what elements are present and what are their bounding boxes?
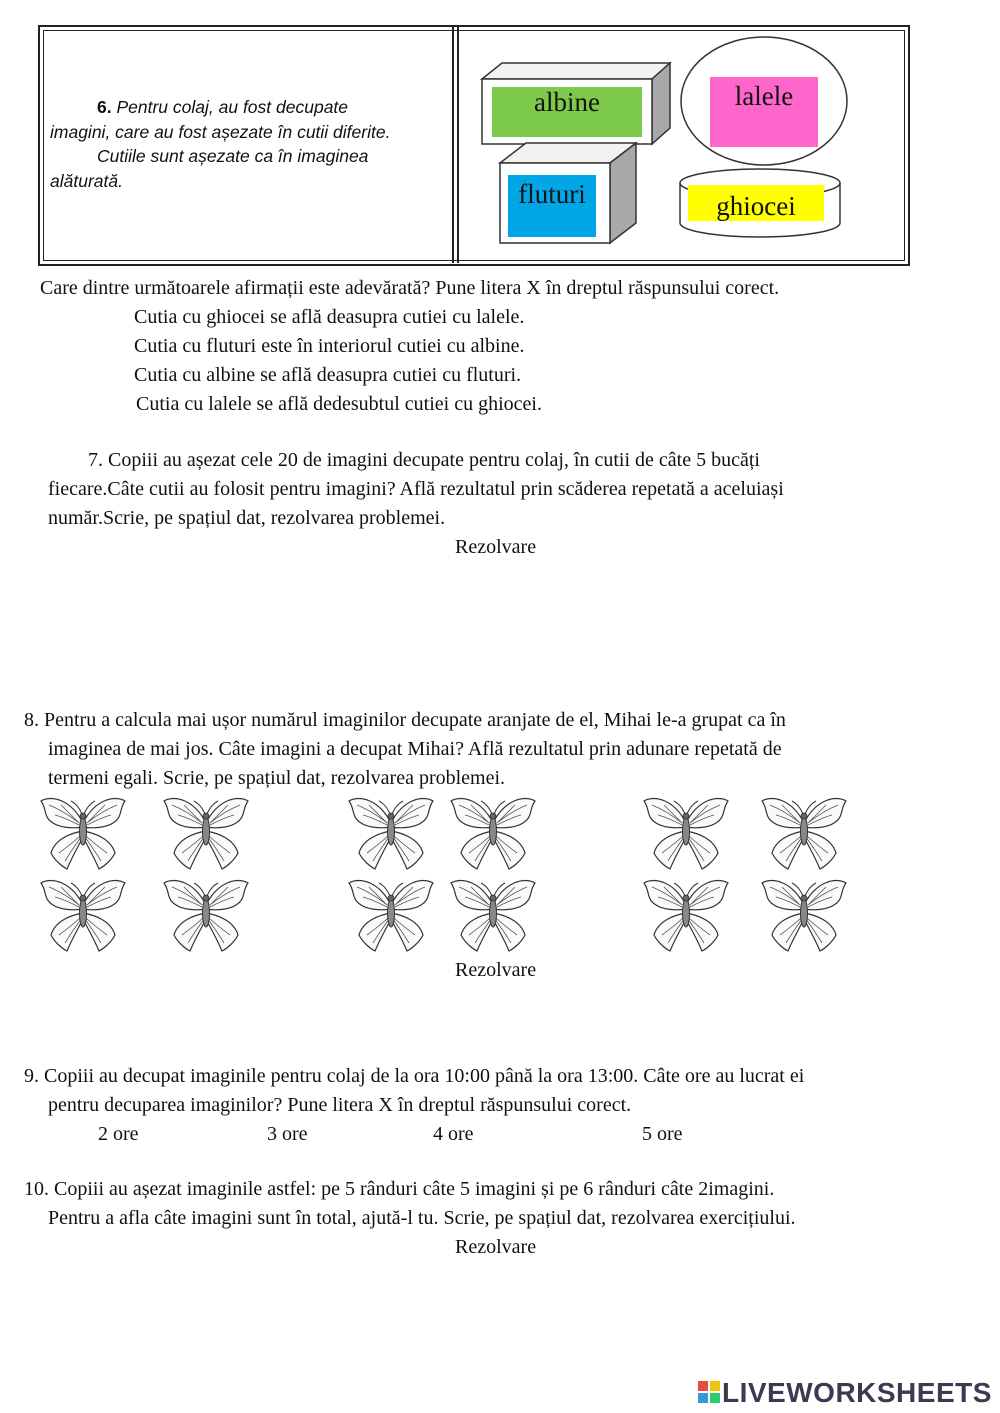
question7-line-3: număr.Scrie, pe spațiul dat, rezolvarea problemei. (48, 507, 446, 529)
question7-answer-area[interactable] (48, 565, 928, 685)
question6-option-3[interactable]: Cutia cu albine se află deasupra cutiei cu fluturi. (134, 364, 522, 386)
question6-prompt: Care dintre următoarele afirmații este adevărată? Pune litera X în dreptul răspunsului corect. (40, 277, 780, 299)
question10-answer-area[interactable] (48, 1265, 928, 1365)
question9-line-1: 9. Copiii au decupat imaginile pentru colaj de la ora 10:00 până la ora 13:00. Câte ore au lucrat ei (24, 1065, 805, 1087)
question8-line-1: 8. Pentru a calcula mai ușor numărul imaginilor decupate aranjate de el, Mihai le-a grupat ca în (24, 709, 786, 731)
butterfly-image (447, 793, 539, 871)
question8-answer-area[interactable] (48, 988, 928, 1058)
question10-line-2: Pentru a afla câte imagini sunt în total, ajută-l tu. Scrie, pe spațiul dat, rezolvarea exercițiului. (48, 1207, 796, 1229)
butterfly-image (37, 793, 129, 871)
question8-rezolvare: Rezolvare (455, 959, 537, 981)
question7-line-1: 7. Copiii au așezat cele 20 de imagini decupate pentru colaj, în cutii de câte 5 bucăți (88, 449, 760, 471)
question6-option-4[interactable]: Cutia cu lalele se află dedesubtul cutiei cu ghiocei. (136, 393, 542, 415)
question10-line-1: 10. Copiii au așezat imaginile astfel: pe 5 rânduri câte 5 imagini și pe 6 rânduri câte 2imagini. (24, 1178, 775, 1200)
boxes-illustration (470, 35, 900, 250)
question9-option-1[interactable]: 2 ore (98, 1123, 139, 1145)
question6-line-3: Cutiile sunt așezate ca în imaginea (97, 146, 369, 166)
question6-option-1[interactable]: Cutia cu ghiocei se află deasupra cutiei cu lalele. (134, 306, 525, 328)
question10-rezolvare: Rezolvare (455, 1236, 537, 1258)
question6-line-1: 6. Pentru colaj, au fost decupate (97, 97, 349, 117)
ghiocei-label: ghiocei (716, 191, 796, 221)
butterfly-image (160, 793, 252, 871)
butterfly-image (758, 875, 850, 953)
lalele-label: lalele (734, 81, 794, 111)
question9-line-2: pentru decuparea imaginilor? Pune litera X în dreptul răspunsului corect. (48, 1094, 632, 1116)
fluturi-label: fluturi (518, 179, 586, 209)
butterfly-image (345, 875, 437, 953)
question8-line-3: termeni egali. Scrie, pe spațiul dat, rezolvarea problemei. (48, 767, 506, 789)
question7-rezolvare: Rezolvare (455, 536, 537, 558)
question9-option-4[interactable]: 5 ore (642, 1123, 683, 1145)
albine-label: albine (534, 87, 600, 117)
butterfly-image (345, 793, 437, 871)
question9-option-3[interactable]: 4 ore (433, 1123, 474, 1145)
butterfly-image (37, 875, 129, 953)
liveworksheets-logo-icon (698, 1381, 720, 1403)
question6-line-2: imagini, care au fost așezate în cutii diferite. (50, 122, 391, 142)
question9-option-2[interactable]: 3 ore (267, 1123, 308, 1145)
butterfly-image (160, 875, 252, 953)
butterfly-image (758, 793, 850, 871)
question7-line-2: fiecare.Câte cutii au folosit pentru imagini? Află rezultatul prin scăderea repetată a aceluiași (48, 478, 784, 500)
liveworksheets-watermark: LIVEWORKSHEETS (722, 1377, 992, 1408)
table-divider (457, 27, 459, 263)
question6-option-2[interactable]: Cutia cu fluturi este în interiorul cutiei cu albine. (134, 335, 525, 357)
butterfly-image (640, 875, 732, 953)
question6-line-4: alăturată. (50, 171, 123, 191)
butterfly-image (447, 875, 539, 953)
table-divider (452, 27, 454, 263)
butterfly-image (640, 793, 732, 871)
question8-line-2: imaginea de mai jos. Câte imagini a decupat Mihai? Află rezultatul prin adunare repetată de (48, 738, 782, 760)
